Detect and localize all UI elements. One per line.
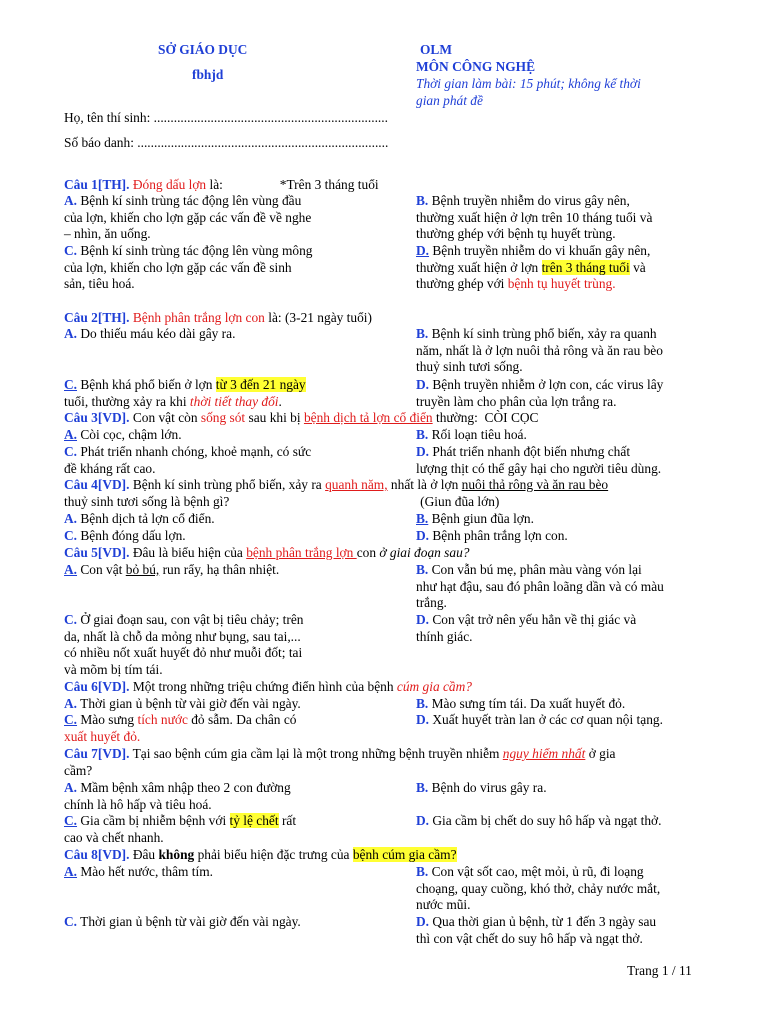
q4-option-c: C. Bệnh đóng dấu lợn.: [64, 528, 186, 543]
q7-option-d: D. Gia cầm bị chết do suy hô hấp và ngạt thở.: [416, 813, 662, 828]
q3-option-b: B. Rối loạn tiêu hoá.: [416, 427, 527, 442]
q2-option-b: B. Bệnh kí sinh trùng phổ biến, xảy ra quanh năm, nhất là ở lợn nuôi thả rông và ăn rau bèo thuỷ sinh tươi sống.: [416, 326, 663, 374]
q3-option-d: D. Phát triển nhanh đột biến nhưng chất lượng thịt có thể gây hại cho người tiêu dùng.: [416, 444, 662, 476]
q8-option-b: B. Con vật sốt cao, mệt mỏi, ủ rũ, đi loạng choạng, quay cuồng, khó thở, chảy nước mắt, nước mũi.: [416, 864, 661, 912]
q7-option-c: C. Gia cầm bị nhiễm bệnh với tỷ lệ chết rất cao và chết nhanh.: [64, 813, 297, 845]
q6-option-a: A. Thời gian ủ bệnh từ vài giờ đến vài ngày.: [64, 696, 301, 711]
q7-option-b: B. Bệnh do virus gây ra.: [416, 780, 547, 795]
q2-option-a: A. Do thiếu máu kéo dài gây ra.: [64, 326, 236, 341]
q1-option-b: B. Bệnh truyền nhiễm do virus gây nên, thường xuất hiện ở lợn trên 10 tháng tuổi và thường ghép với bệnh tụ huyết trùng.: [416, 193, 653, 241]
q5-option-d: D. Con vật trở nên yếu hẳn về thị giác và thính giác.: [416, 612, 637, 644]
q4-option-d: D. Bệnh phân trắng lợn con.: [416, 528, 568, 543]
page-number: Trang 1 / 11: [627, 963, 692, 978]
q1-option-a: A. Bệnh kí sinh trùng tác động lên vùng đầu của lợn, khiến cho lợn gặp các vấn đề về nghe – nhìn, ăn uống.: [64, 193, 312, 241]
student-name-field: Họ, tên thí sinh: ......................................................................: [64, 110, 388, 125]
organization-name: OLM: [420, 42, 452, 57]
subject-title: MÔN CÔNG NGHỆ: [416, 59, 536, 74]
question-8: Câu 8[VD]. Đâu không phải biểu hiện đặc trưng của bệnh cúm gia cầm?: [64, 847, 457, 862]
question-6: Câu 6[VD]. Một trong những triệu chứng điển hình của bệnh cúm gia cầm?: [64, 679, 472, 694]
time-note-line1: Thời gian làm bài: 15 phút; không kể thời: [416, 76, 641, 91]
question-1: Câu 1[TH]. Đóng dấu lợn là: *Trên 3 tháng tuổi: [64, 177, 379, 192]
question-4: Câu 4[VD]. Bệnh kí sinh trùng phổ biến, xảy ra quanh năm, nhất là ở lợn nuôi thả rông và ăn rau bèo thuỷ sinh tươi sống là bệnh gì? (Giun đũa lớn): [64, 477, 609, 509]
question-3: Câu 3[VD]. Con vật còn sống sót sau khi bị bệnh dịch tả lợn cổ điển thường: CÒI CỌC: [64, 410, 539, 425]
q8-option-a: A. Mào hết nước, thâm tím.: [64, 864, 213, 879]
time-note-line2: gian phát đề: [416, 93, 483, 108]
q8-option-d: D. Qua thời gian ủ bệnh, từ 1 đến 3 ngày sau thì con vật chết do suy hô hấp và ngạt thở.: [416, 914, 657, 946]
q7-option-a: A. Mầm bệnh xâm nhập theo 2 con đường chính là hô hấp và tiêu hoá.: [64, 780, 291, 812]
q1-option-d: D. Bệnh truyền nhiễm do vi khuẩn gây nên, thường xuất hiện ở lợn trên 3 tháng tuổi và thường ghép với bệnh tụ huyết trùng.: [416, 243, 651, 291]
q2-option-c: C. Bệnh khá phổ biến ở lợn từ 3 đến 21 ngày tuổi, thường xảy ra khi thời tiết thay đổi.: [64, 377, 306, 409]
q8-option-c: C. Thời gian ủ bệnh từ vài giờ đến vài ngày.: [64, 914, 301, 929]
question-5: Câu 5[VD]. Đâu là biểu hiện của bệnh phân trắng lợn con ở giai đoạn sau?: [64, 545, 470, 560]
student-id-field: Số báo danh: ...........................................................................: [64, 135, 389, 150]
department-title: SỞ GIÁO DỤC: [158, 42, 248, 57]
q3-option-a: A. Còi cọc, chậm lớn.: [64, 427, 182, 442]
q6-option-b: B. Mào sưng tím tái. Da xuất huyết đỏ.: [416, 696, 626, 711]
q5-option-a: A. Con vật bỏ bú, run rẩy, hạ thân nhiệt.: [64, 562, 280, 577]
department-subtitle: fbhjd: [192, 67, 224, 82]
q5-option-b: B. Con vẫn bú mẹ, phân màu vàng vón lại như hạt đậu, sau đó phân loãng dần và có màu trắng.: [416, 562, 664, 610]
question-7: Câu 7[VD]. Tại sao bệnh cúm gia cầm lại là một trong những bệnh truyền nhiễm nguy hiểm nhất ở gia cầm?: [64, 746, 616, 778]
q6-option-c: C. Mào sưng tích nước đỏ sẫm. Da chân có xuất huyết đỏ.: [64, 712, 297, 744]
q2-option-d: D. Bệnh truyền nhiễm ở lợn con, các virus lây truyền làm cho phân của lợn trắng ra.: [416, 377, 664, 409]
q5-option-c: C. Ở giai đoạn sau, con vật bị tiêu chảy; trên da, nhất là chỗ da mỏng như bụng, sau tai,... có nhiều nốt xuất huyết đỏ như muỗi đốt; tai và mõm bị tím tái.: [64, 612, 304, 677]
q4-option-a: A. Bệnh dịch tả lợn cổ điển.: [64, 511, 215, 526]
q3-option-c: C. Phát triển nhanh chóng, khoẻ mạnh, có sức đề kháng rất cao.: [64, 444, 312, 476]
q1-option-c: C. Bệnh kí sinh trùng tác động lên vùng mông của lợn, khiến cho lợn gặp các vấn đề sinh sản, tiêu hoá.: [64, 243, 313, 291]
q4-option-b: B. Bệnh giun đũa lợn.: [416, 511, 534, 526]
q6-option-d: D. Xuất huyết tràn lan ở các cơ quan nội tạng.: [416, 712, 663, 727]
question-2: Câu 2[TH]. Bệnh phân trắng lợn con là: (3-21 ngày tuổi): [64, 310, 372, 325]
